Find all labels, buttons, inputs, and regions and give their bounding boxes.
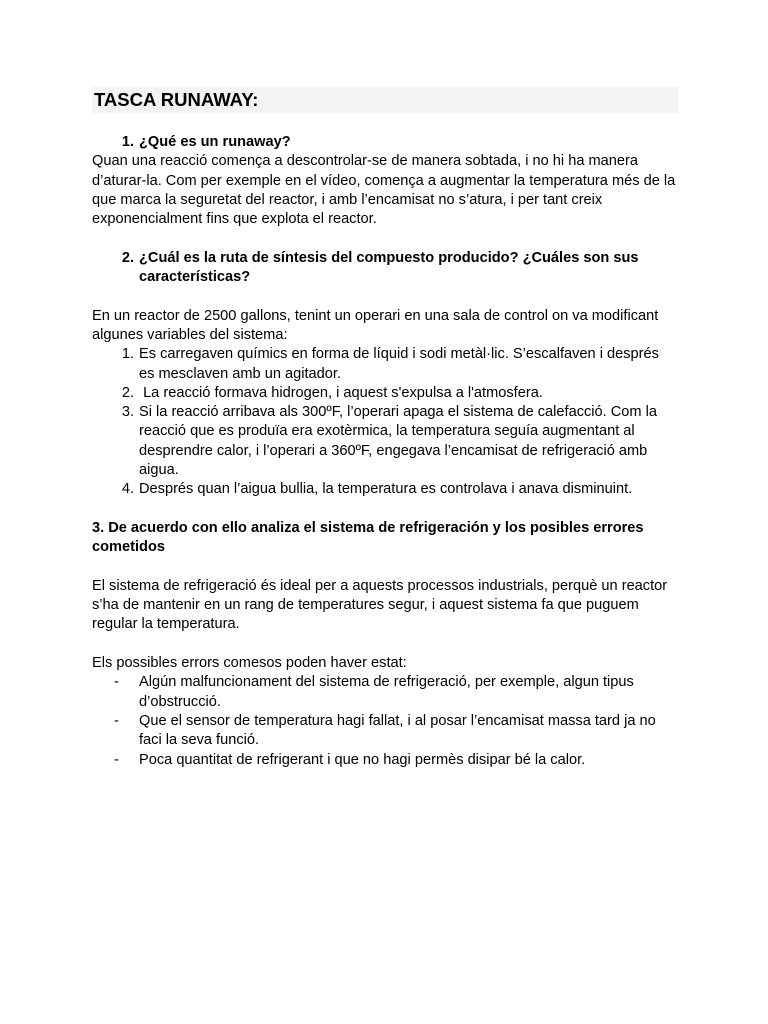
- dash-bullet: -: [114, 751, 119, 768]
- question-2-text: ¿Cuál es la ruta de síntesis del compuesto producido? ¿Cuáles son sus características?: [139, 249, 639, 286]
- list-item-number: 4.: [121, 481, 134, 498]
- list-item-number: 3.: [121, 404, 134, 421]
- list-item-number: 1.: [121, 346, 134, 363]
- question-3-paragraph: El sistema de refrigeració és ideal per a aquests processos industrials, perquè un reactor s’ha de mantenir en un rang de temperatures segur, i aquest sistema fa que puguem regular la temperatura.: [92, 577, 668, 633]
- list-item-number: 2.: [121, 384, 134, 401]
- list-item: [92, 673, 678, 712]
- dash-bullet: -: [114, 712, 119, 729]
- list-item: [92, 712, 678, 751]
- errors-list: [92, 673, 678, 769]
- list-item-text: Poca quantitat de refrigerant i que no hagi permès disipar bé la calor.: [139, 751, 586, 768]
- synthesis-steps-list: [92, 345, 678, 499]
- list-item: [92, 384, 678, 403]
- question-1-number: 1.: [121, 134, 134, 150]
- document-content: [92, 87, 678, 770]
- document-title: TASCA RUNAWAY:: [92, 87, 678, 113]
- question-2-number: 2.: [121, 249, 134, 266]
- question-2-heading: [92, 249, 678, 288]
- list-item-text: Que el sensor de temperatura hagi fallat, i al posar l’encamisat massa tard ja no faci la seva funció.: [139, 712, 656, 749]
- question-2-intro: En un reactor de 2500 gallons, tenint un operari en una sala de control on va modificant algunes variables del sistema:: [92, 307, 659, 343]
- list-item: [92, 403, 678, 480]
- question-1-answer: Quan una reacció comença a descontrolar-se de manera sobtada, i no hi ha manera d’aturar-la. Com per exemple en el vídeo, comença a augmentar la temperatura més de la que marca la seguretat del reactor, i amb l’encamisat no s’atura, i per tant creix exponencialment fins que explota el reactor.: [92, 153, 676, 228]
- list-item-text: Després quan l’aigua bullia, la temperatura es controlava i anava disminuint.: [139, 481, 633, 498]
- list-item-text: Algún malfuncionament del sistema de refrigeració, per exemple, algun tipus d’obstrucció.: [139, 674, 634, 710]
- dash-bullet: -: [114, 674, 119, 691]
- list-item-text: Si la reacció arribava als 300ºF, l’operari apaga el sistema de calefacció. Com la reacció que es produïa era exotèrmica, la temperatura seguía augmentant al desprendre calor, i l’operari a 360ºF, engegava l’encamisat de refrigeració amb aigua.: [139, 404, 657, 479]
- question-3-heading: 3. De acuerdo con ello analiza el sistema de refrigeración y los posibles errores cometidos: [92, 519, 644, 556]
- errors-intro: Els possibles errors comesos poden haver estat:: [92, 655, 407, 672]
- list-item: [92, 751, 678, 770]
- list-item-text: Es carregaven químics en forma de líquid i sodi metàl·lic. S’escalfaven i després es mesclaven amb un agitador.: [139, 346, 659, 382]
- question-1-text: ¿Qué es un runaway?: [139, 134, 291, 150]
- list-item-text: La reacció formava hidrogen, i aquest s'expulsa a l'atmosfera.: [139, 384, 543, 401]
- list-item: [92, 345, 678, 384]
- question-1-heading: [92, 133, 678, 152]
- list-item: [92, 480, 678, 499]
